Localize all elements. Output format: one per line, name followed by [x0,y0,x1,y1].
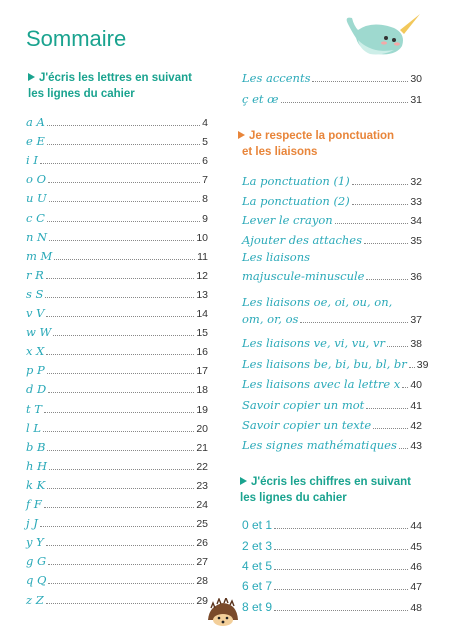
toc-entry-label: j J [26,516,38,531]
toc-entry [242,310,422,326]
toc-entry-page: 28 [196,575,208,588]
toc-entry [26,189,208,205]
toc-entry-page: 47 [410,581,422,593]
toc-entry [242,375,422,391]
toc-entry-page: 17 [196,365,208,378]
dot-leader [47,144,200,145]
toc-entry-label: h H [26,458,48,473]
dot-leader [49,201,200,202]
dot-leader [387,346,408,347]
toc-entry-label: y Y [26,535,44,550]
page-title: Sommaire [26,26,127,51]
toc-entry-label: o O [26,172,47,187]
toc-entry-page: 23 [196,479,208,492]
toc-entry [242,248,422,264]
toc-entry [242,334,422,350]
toc-entry-label: w W [26,325,52,340]
dot-leader [40,163,200,164]
toc-entry-label: u U [26,191,47,206]
triangle-bullet-icon [240,477,247,485]
section-heading-letters: J'écris les lettres en suivant les lignes du cahier [28,72,192,100]
toc-entry-page: 10 [196,231,208,244]
toc-entry [26,151,208,167]
toc-entry-page: 7 [202,174,208,187]
toc-entry-label: 4 et 5 [242,559,273,573]
toc-entry-page: 32 [410,176,422,188]
toc-entry [26,438,208,454]
section-heading-ponctuation: Je respecte la ponctuation et les liaisons [238,128,394,160]
toc-entry-page: 48 [410,602,422,614]
narwhal-illustration [342,10,422,60]
toc-entry-label: Les liaisons [242,250,311,264]
toc-entry [242,598,422,614]
toc-entry [242,211,422,227]
dot-leader [49,469,194,470]
toc-entry-label: a A [26,115,45,129]
dot-leader [312,81,408,82]
dot-leader [46,545,195,546]
toc-entry-page: 38 [410,338,422,350]
toc-entry-label: 8 et 9 [242,600,273,614]
toc-entry-label: Savoir copier un texte [242,418,372,432]
toc-entry-label: c C [26,210,45,225]
toc-entry-page: 46 [410,561,422,573]
toc-entry-label: k K [26,477,46,492]
toc-entry-label: i I [26,153,38,168]
toc-entry-label: m M [26,248,53,263]
hedgehog-illustration [205,598,241,628]
toc-entry [26,266,208,282]
toc-entry [26,380,208,396]
toc-entry [26,476,208,492]
dot-leader [49,240,194,241]
toc-entry-label: b B [26,439,46,454]
toc-entry [26,323,208,339]
toc-entry-label: Savoir copier un mot [242,398,365,412]
toc-entry-label: g G [26,554,47,569]
toc-entry-page: 44 [410,520,422,532]
toc-entry-page: 37 [410,314,422,326]
toc-entry-page: 40 [410,379,422,391]
toc-entry-page: 26 [196,537,208,550]
toc-entry-label: Les liaisons be, bi, bu, bl, br [242,357,407,371]
toc-entry-page: 25 [196,518,208,531]
toc-entry [26,571,208,587]
toc-entry [26,457,208,473]
dot-leader [274,549,408,550]
toc-entry-label: z Z [26,592,44,607]
toc-entry [26,591,208,607]
dot-leader [45,297,194,298]
dot-leader [364,243,408,244]
toc-entry-label: La ponctuation (2) [242,194,350,208]
dot-leader [46,603,195,604]
toc-entry-page: 27 [196,556,208,569]
dot-leader [44,507,194,508]
toc-entry-page: 42 [410,420,422,432]
toc-entry [242,192,422,208]
dot-leader [47,373,195,374]
toc-entry-page: 20 [196,422,208,435]
dot-leader [54,259,195,260]
dot-leader [409,367,415,368]
toc-entry-label: 6 et 7 [242,579,273,593]
toc-entry [26,304,208,320]
toc-entry [26,552,208,568]
toc-entry-label: t T [26,401,42,416]
toc-entry [242,396,422,412]
dot-leader [46,316,194,317]
toc-entry-label: Les liaisons avec la lettre x [242,377,401,391]
toc-entry-page: 29 [196,594,208,607]
section-heading-chiffres: J'écris les chiffres en suivant les lignes du cahier [240,476,411,504]
dot-leader [43,431,194,432]
toc-entry [242,416,422,432]
toc-entry-label: s S [26,286,44,301]
toc-entry-label: Lever le crayon [242,213,333,227]
toc-entry-page: 13 [196,288,208,301]
toc-entry [242,516,422,532]
dot-leader [274,569,408,570]
toc-entry [26,533,208,549]
dot-leader [47,125,200,126]
toc-entry [242,172,422,188]
dot-leader [274,589,408,590]
toc-entry-label: La ponctuation (1) [242,174,350,188]
toc-entry-label: Les liaisons ve, vi, vu, vr [242,336,385,350]
toc-entry [242,577,422,593]
dot-leader [300,322,408,323]
toc-entry [26,495,208,511]
toc-entry [242,69,422,85]
toc-entry-label: ç et œ [242,92,279,106]
dot-leader [47,488,194,489]
toc-entry-page: 6 [202,155,208,168]
toc-entry [26,285,208,301]
dot-leader [335,223,409,224]
toc-entry-page: 35 [410,235,422,247]
toc-entry [242,293,422,309]
toc-entry [242,231,422,247]
toc-entry-page: 34 [410,215,422,227]
dot-leader [402,387,408,388]
dot-leader [53,335,194,336]
toc-entry-label: n N [26,229,48,244]
toc-entry-label: q Q [26,573,47,588]
toc-entry [242,537,422,553]
dot-leader [46,354,194,355]
toc-entry-label: 0 et 1 [242,518,273,532]
dot-leader [274,528,408,529]
toc-entry [242,90,422,106]
toc-entry-page: 22 [196,460,208,473]
dot-leader [48,392,194,393]
toc-entry-label: f F [26,497,42,511]
triangle-bullet-icon [238,131,245,139]
toc-entry-page: 31 [410,94,422,106]
dot-leader [44,412,194,413]
toc-entry-page: 18 [196,384,208,397]
toc-entry-page: 9 [202,212,208,225]
dot-leader [48,583,194,584]
toc-entry-label: Ajouter des attaches [242,233,363,247]
toc-entry-page: 43 [410,440,422,452]
toc-entry [242,557,422,573]
dot-leader [48,564,194,565]
toc-entry-page: 36 [410,271,422,283]
toc-entry-page: 15 [196,327,208,340]
toc-entry-label: om, or, os [242,312,299,326]
toc-entry-page: 12 [196,269,208,282]
dot-leader [47,221,200,222]
toc-entry-label: v V [26,306,45,320]
toc-entry-page: 8 [202,193,208,206]
dot-leader [352,204,409,205]
toc-entry [242,436,422,452]
toc-entry [242,355,429,371]
toc-entry [26,247,208,263]
toc-entry-label: Les accents [242,71,311,85]
toc-entry-page: 33 [410,196,422,208]
toc-entry [26,113,208,129]
toc-entry-page: 41 [410,400,422,412]
toc-entry [26,132,208,148]
toc-entry [26,400,208,416]
toc-entry-page: 4 [202,117,208,129]
toc-entry-label: x X [26,344,45,359]
toc-entry [26,514,208,530]
dot-leader [366,279,408,280]
dot-leader [46,278,195,279]
toc-entry [26,419,208,435]
toc-entry-page: 5 [202,136,208,149]
toc-entry-page: 39 [416,359,429,371]
toc-entry-page: 11 [197,250,208,263]
triangle-bullet-icon [28,73,35,81]
toc-entry-page: 24 [196,499,208,511]
toc-entry [26,228,208,244]
toc-entry-page: 21 [196,441,208,454]
dot-leader [48,182,200,183]
dot-leader [352,184,409,185]
dot-leader [281,102,409,103]
toc-entry [26,361,208,377]
dot-leader [274,610,408,611]
toc-entry-page: 45 [410,541,422,553]
toc-entry-label: e E [26,134,45,149]
toc-entry-label: Les liaisons oe, oi, ou, on, [242,295,393,309]
toc-entry-page: 19 [196,403,208,416]
toc-entry-page: 14 [196,308,208,320]
dot-leader [373,428,408,429]
toc-entry-label: Les signes mathématiques [242,438,397,452]
toc-entry-label: r R [26,267,44,282]
toc-entry [242,267,422,283]
toc-entry-page: 30 [410,73,422,85]
dot-leader [399,448,408,449]
dot-leader [366,408,408,409]
toc-entry [26,170,208,186]
toc-entry-label: 2 et 3 [242,539,273,553]
dot-leader [40,526,194,527]
toc-entry-label: d D [26,382,47,397]
toc-entry-label: l L [26,420,41,435]
toc-entry-label: p P [26,363,45,378]
toc-entry-page: 16 [196,346,208,359]
toc-entry [26,209,208,225]
dot-leader [47,450,194,451]
toc-entry-label: majuscule-minuscule [242,269,365,283]
toc-entry [26,342,208,358]
